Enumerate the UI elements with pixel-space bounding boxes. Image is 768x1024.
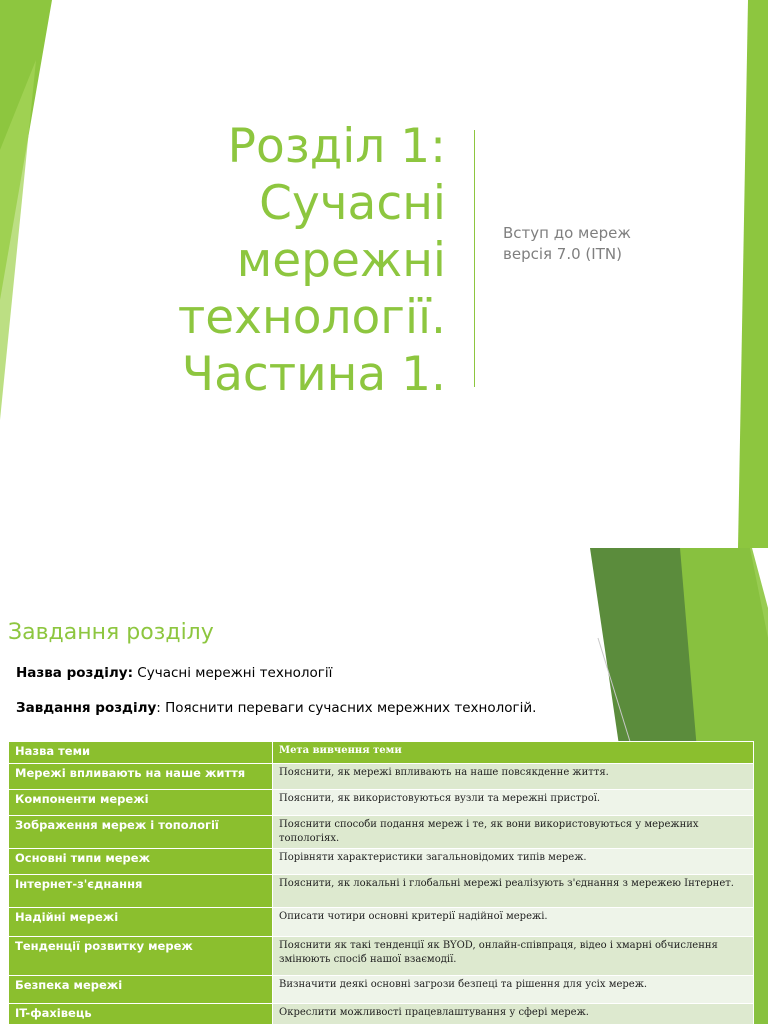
topic-cell: Тенденції розвитку мереж	[9, 937, 273, 976]
table-row	[9, 790, 754, 816]
subtitle-line: версія 7.0 (ITN)	[503, 245, 622, 263]
topic-cell: Основні типи мереж	[9, 849, 273, 875]
objective-cell: Порівняти характеристики загальновідомих типів мереж.	[273, 849, 754, 875]
module-name-value: Сучасні мережні технології	[133, 665, 333, 681]
header-objective: Мета вивчення теми	[273, 742, 754, 764]
table-header-row	[9, 742, 754, 764]
table-row	[9, 908, 754, 937]
section-title: Завдання розділу	[8, 620, 214, 645]
table-row	[9, 816, 754, 849]
right-stripe	[738, 0, 768, 548]
topic-cell: Мережі впливають на наше життя	[9, 764, 273, 790]
topic-cell: Безпека мережі	[9, 976, 273, 1004]
topic-cell: Компоненти мережі	[9, 790, 273, 816]
table-row	[9, 937, 754, 976]
table-row	[9, 764, 754, 790]
slide-title	[178, 118, 446, 403]
title-line: Розділ 1:	[227, 119, 446, 174]
objective-cell: Пояснити як такі тенденції як BYOD, онлайн-співпраця, відео і хмарні обчислення змінюють спосіб нашої взаємодії.	[273, 937, 754, 976]
objective-cell: Визначити деякі основні загрози безпеці та рішення для усіх мереж.	[273, 976, 754, 1004]
title-line: технології.	[177, 290, 446, 345]
module-name-label: Назва розділу:	[16, 665, 134, 681]
objective-cell: Пояснити, як мережі впливають на наше повсякденне життя.	[273, 764, 754, 790]
table-row	[9, 849, 754, 875]
topic-cell: IT-фахівець	[9, 1004, 273, 1024]
title-line: Сучасні	[259, 176, 446, 231]
topic-cell: Зображення мереж і топології	[9, 816, 273, 849]
title-line: Частина 1.	[181, 347, 446, 402]
module-name-line	[16, 665, 332, 681]
topic-cell: Інтернет-з'єднання	[9, 875, 273, 908]
module-task-line	[16, 700, 536, 716]
objective-cell: Пояснити, як використовуються вузли та мережні пристрої.	[273, 790, 754, 816]
module-task-value: : Пояснити переваги сучасних мережних технологій.	[156, 700, 537, 716]
slide-subtitle	[503, 223, 631, 265]
title-divider	[474, 130, 475, 387]
objectives-slide	[0, 548, 768, 1024]
objective-cell: Окреслити можливості працевлаштування у сфері мереж.	[273, 1004, 754, 1024]
objective-cell: Пояснити, як локальні і глобальні мережі реалізують з'єднання з мережею Інтернет.	[273, 875, 754, 908]
header-topic: Назва теми	[9, 742, 273, 764]
objective-cell: Описати чотири основні критерії надійної мережі.	[273, 908, 754, 937]
topics-table	[8, 741, 754, 1024]
module-task-label: Завдання розділу	[16, 700, 157, 716]
table-row	[9, 875, 754, 908]
subtitle-line: Вступ до мереж	[503, 224, 631, 242]
topic-cell: Надійні мережі	[9, 908, 273, 937]
table-row	[9, 976, 754, 1004]
objective-cell: Пояснити способи подання мереж і те, як вони використовуються у мережних топологіях.	[273, 816, 754, 849]
title-line: мережні	[236, 233, 446, 288]
table-row	[9, 1004, 754, 1024]
